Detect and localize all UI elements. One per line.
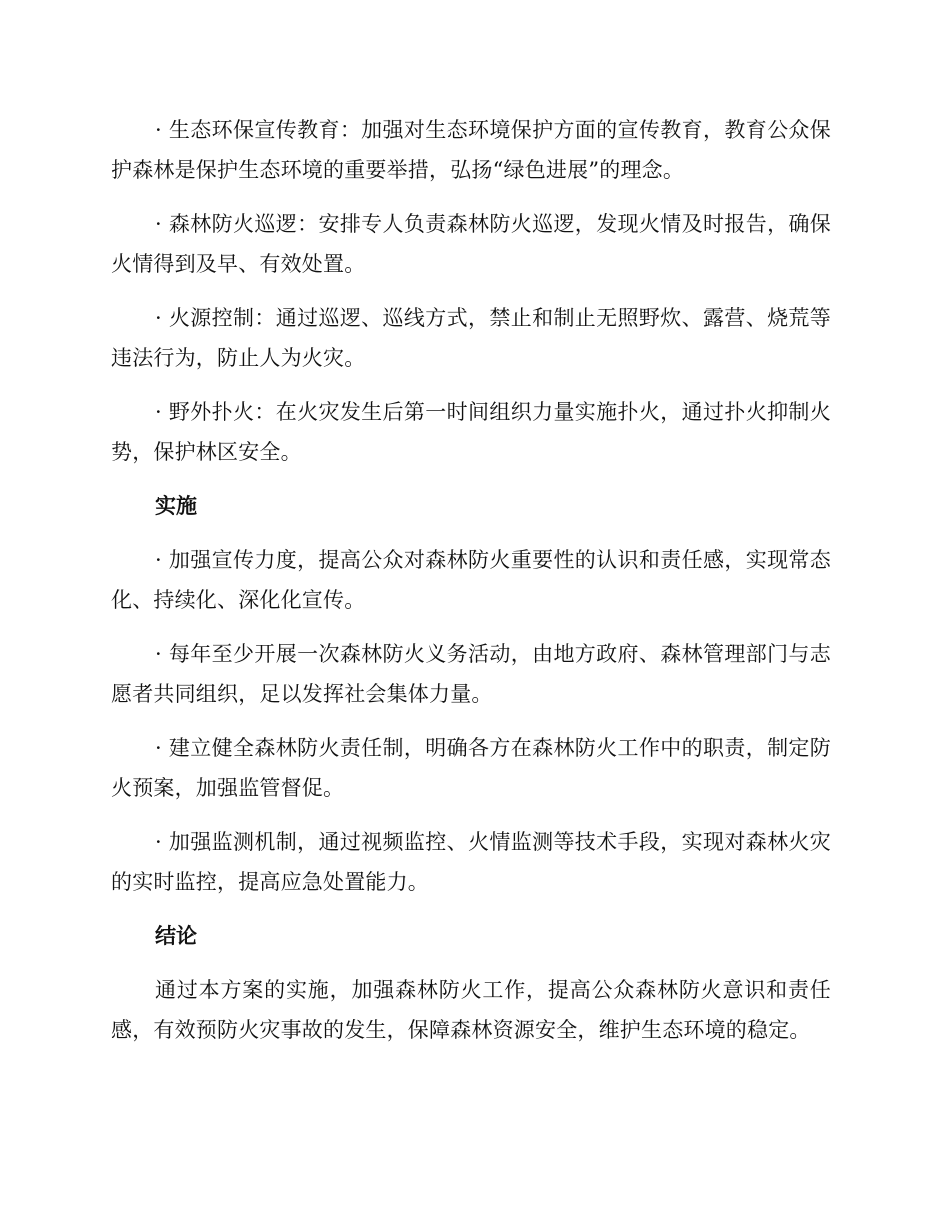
paragraph-publicity: · 加强宣传力度，提高公众对森林防火重要性的认识和责任感，实现常态化、持续化、深化化宣传。 — [111, 548, 831, 612]
paragraph-field-firefighting: · 野外扑火：在火灾发生后第一时间组织力量实施扑火，通过扑火抑制火势，保护林区安全。 — [111, 400, 831, 464]
paragraph-eco-education: · 生态环保宣传教育：加强对生态环境保护方面的宣传教育，教育公众保护森林是保护生态环境的重要举措，弘扬“绿色进展”的理念。 — [111, 118, 831, 182]
paragraph-fire-patrol: · 森林防火巡逻：安排专人负责森林防火巡逻，发现火情及时报告，确保火情得到及早、有效处置。 — [111, 212, 831, 276]
section-heading-implementation: 实施 — [155, 494, 197, 518]
paragraph-monitoring: · 加强监测机制，通过视频监控、火情监测等技术手段，实现对森林火灾的实时监控，提高应急处置能力。 — [111, 830, 831, 894]
document-body — [111, 110, 831, 1064]
paragraph-fire-source-control: · 火源控制：通过巡逻、巡线方式，禁止和制止无照野炊、露营、烧荒等违法行为，防止人为火灾。 — [111, 306, 831, 370]
section-heading-conclusion: 结论 — [155, 924, 197, 948]
paragraph-responsibility-system: · 建立健全森林防火责任制，明确各方在森林防火工作中的职责，制定防火预案，加强监管督促。 — [111, 736, 831, 800]
paragraph-volunteer-activity: · 每年至少开展一次森林防火义务活动，由地方政府、森林管理部门与志愿者共同组织，足以发挥社会集体力量。 — [111, 642, 831, 706]
paragraph-conclusion: 通过本方案的实施，加强森林防火工作，提高公众森林防火意识和责任感，有效预防火灾事故的发生，保障森林资源安全，维护生态环境的稳定。 — [111, 978, 831, 1042]
